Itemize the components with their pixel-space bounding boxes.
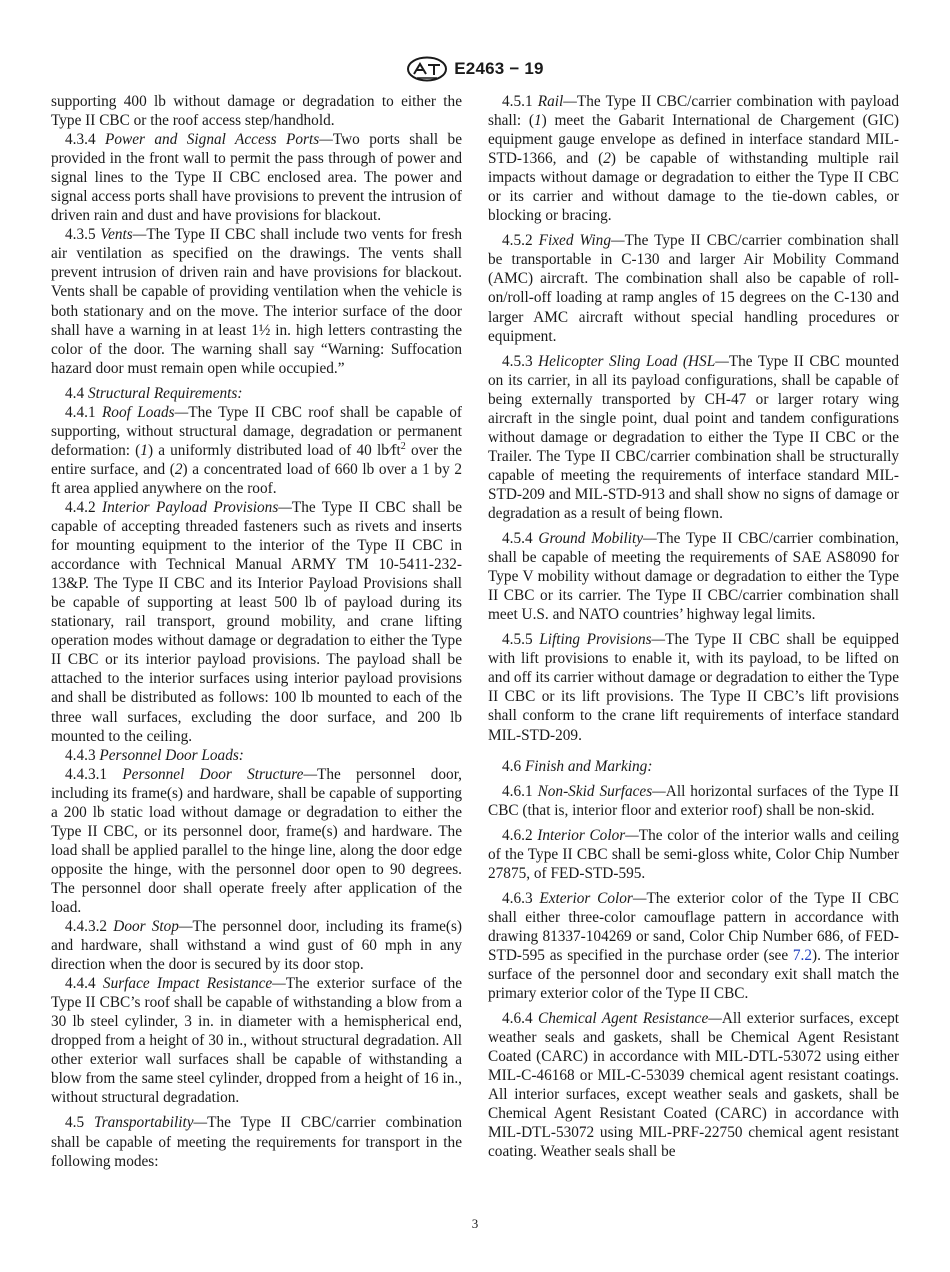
section-title: Fixed Wing— [538, 232, 625, 250]
section-4-6-3: 4.6.3 Exterior Color—The exterior color of the Type II CBC shall either three-color camouflage pattern in accordance with drawing 81337-104269 or sand, Color Chip Number 686, of FED-STD-595 as specified in the purchase order (see 7.2). The interior surface of the personnel door and secondary exit shall match the primary exterior color of the Type II CBC. [488, 889, 899, 1003]
section-number: 4.4 [65, 384, 85, 402]
section-number: 4.5.1 [502, 93, 533, 110]
page-header [0, 56, 950, 82]
right-column [488, 92, 899, 1161]
section-number: 4.4.3 [65, 746, 96, 764]
section-title: Exterior Color— [539, 889, 647, 907]
section-title: Personnel Door Structure— [122, 765, 318, 783]
section-title: Personnel Door Loads: [99, 746, 244, 764]
section-number: 4.6.2 [502, 826, 533, 844]
section-4-6-2: 4.6.2 Interior Color—The color of the interior walls and ceiling of the Type II CBC shall be semi-gloss white, Color Chip Number 27875, of FED-STD-595. [488, 826, 899, 882]
section-number: 4.5.5 [502, 631, 533, 649]
section-number: 4.3.4 [65, 131, 96, 149]
section-4-6-4: 4.6.4 Chemical Agent Resistance—All exterior surfaces, except weather seals and gaskets, shall be Chemical Agent Resistant Coated (CARC) in accordance with MIL-DTL-53072 using either MIL-C-46168 or MIL-C-53039 chemical agent resistant coatings. All interior surfaces, except weather seals and gaskets, shall be Chemical Agent Resistant Coated (CARC) in accordance with MIL-DTL-53072 using MIL-PRF-22750 chemical agent resistant coating. Weather seals shall be [488, 1010, 899, 1161]
section-number: 4.5 [65, 1114, 85, 1132]
section-4-4-1: 4.4.1 Roof Loads—The Type II CBC roof shall be capable of supporting, without structural damage, degradation or permanent deformation: (1) a uniformly distributed load of 40 $lb⁄ft^2$ over the entire surface, and (2) a concentrated load of 660 lb over a 1 by 2 ft area applied anywhere on the roof. [51, 403, 462, 497]
standard-designation: E2463 − 19 [454, 59, 544, 78]
section-4-3-5: 4.3.5 Vents—The Type II CBC shall include two vents for fresh air ventilation as specified on the drawings. The vents shall prevent intrusion of driven rain and have provisions for blackout. Vents shall be capable of providing ventilation when the vehicle is both stationary and on the move. The interior surface of the door shall have a warning in at least 1½ in. high letters contrasting the color of the door. The warning shall say “Warning: Suffocation hazard door must remain open while occupied.” [51, 226, 462, 377]
section-title: Ground Mobility— [538, 530, 657, 548]
section-4-4-2: 4.4.2 Interior Payload Provisions—The Type II CBC shall be capable of accepting threaded fasteners such as rivets and inserts for mounting equipment to the interior of the Type II CBC in accordance with Technical Manual ARMY TM 10-5411-232-13&P. The Type II CBC and its Interior Payload Provisions shall be capable of supporting at least 500 lb of payload during its stationary, rail transport, ground mobility, and crane lifting operation modes without damage or degradation to either the Type II CBC or its interior payload provisions. The payload shall be attached to the interior surfaces using interior payload provisions and shall be distributed as follows: 100 lb mounted to each of the three wall surfaces, excluding the door surface, and 200 lb mounted to the ceiling. [51, 498, 462, 745]
section-4-4-3 [51, 746, 462, 765]
section-title: Transportability— [94, 1114, 208, 1132]
section-4-3-4: 4.3.4 Power and Signal Access Ports—Two ports shall be provided in the front wall to permit the pass through of power and signal lines to the Type II CBC enclosed area. The power and signal access ports shall have provisions to prevent the intrusion of driven rain and dust and have provisions for blackout. [51, 131, 462, 225]
section-title: Roof Loads— [101, 403, 189, 421]
section-4-5: 4.5 Transportability—The Type II CBC/carrier combination shall be capable of meeting the requirements for transport in the following modes: [51, 1114, 462, 1170]
section-4-5-2: 4.5.2 Fixed Wing—The Type II CBC/carrier combination shall be transportable in C-130 and larger Air Mobility Command (AMC) aircraft. The combination shall also be capable of roll-on/roll-off loading at ramp angles of 15 degrees on the C-130 and larger AMC aircraft without special handling procedures or equipment. [488, 232, 900, 345]
reference-link-7-2[interactable]: 7.2 [792, 946, 812, 964]
section-number: 4.4.1 [65, 403, 96, 421]
section-number: 4.4.2 [65, 498, 96, 516]
section-number: 4.5.3 [502, 352, 533, 370]
section-4-6 [488, 757, 899, 776]
section-number: 4.4.3.2 [65, 918, 108, 936]
section-number: 4.5.2 [502, 232, 533, 250]
section-title: Non-Skid Surfaces— [537, 782, 666, 800]
section-title: Structural Requirements: [87, 384, 243, 402]
section-number: 4.3.5 [65, 226, 96, 244]
section-number: 4.6.1 [502, 782, 533, 800]
section-title: Door Stop— [113, 918, 193, 936]
section-4-5-5: 4.5.5 Lifting Provisions—The Type II CBC shall be equipped with lift provisions to enable it, with its payload, to be lifted on and off its carrier without damage or degradation to either the Type II CBC or its lift provisions. The Type II CBC’s lift provisions shall conform to the crane lift requirements of interface standard MIL-STD-209. [488, 631, 899, 744]
section-title: Interior Color— [537, 826, 639, 844]
section-number: 4.4.3.1 [65, 765, 108, 783]
section-4-4-3-1: 4.4.3.1 Personnel Door Structure—The personnel door, including its frame(s) and hardware, shall be capable of supporting a 200 lb static load without damage or degradation to either the Type II CBC, or its personnel door, frame(s) and hardware. The load shall be applied parallel to the hinge line, along the door edge opposite the hinge, with the personnel door open to 90 degrees. The personnel door shall operate freely after application of the load. [51, 765, 462, 916]
section-4-6-1: 4.6.1 Non-Skid Surfaces—All horizontal surfaces of the Type II CBC (that is, interior floor and exterior roof) shall be non-skid. [488, 782, 899, 819]
section-title: Interior Payload Provisions— [102, 498, 292, 516]
section-title: Rail— [537, 93, 577, 110]
section-4-5-1: 4.5.1 Rail—The Type II CBC/carrier combination with payload shall: (1) meet the Gabarit International de Chargement (GIC) equipment gauge envelope as defined in interface standard MIL-STD-1366, and (2) be capable of withstanding multiple rail impacts without damage or degradation to either the Type II CBC or its carrier and without damage to the tie-down cables, or blocking or bracing. [488, 93, 900, 225]
section-number: 4.5.4 [502, 530, 533, 548]
left-column [51, 92, 462, 1171]
astm-logo-icon [406, 56, 448, 82]
section-4-4-3-2: 4.4.3.2 Door Stop—The personnel door, including its frame(s) and hardware, shall withstand a wind gust of 60 mph in any direction when the door is secured by its door stop. [51, 918, 462, 974]
section-title: Chemical Agent Resistance— [538, 1010, 722, 1028]
section-title: Helicopter Sling Load (HSL— [538, 352, 729, 370]
paragraph-continued: supporting 400 lb without damage or degradation to either the Type II CBC or the roof access step/handhold. [51, 93, 462, 130]
section-4-4 [51, 384, 462, 403]
section-4-4-4: 4.4.4 Surface Impact Resistance—The exterior surface of the Type II CBC’s roof shall be capable of withstanding a blow from a 30 lb steel cylinder, 3 in. in diameter with a hemispherical end, dropped from a height of 30 in., without structural degradation. All other exterior wall surfaces shall be capable of withstanding a blow from the same steel cylinder, dropped from a height of 16 in., without structural degradation. [51, 975, 463, 1107]
section-title: Lifting Provisions— [539, 631, 666, 649]
section-number: 4.6 [502, 757, 522, 775]
page-number: 3 [471, 1216, 479, 1231]
section-title: Vents— [100, 226, 147, 244]
section-number: 4.4.4 [65, 975, 96, 993]
section-title: Surface Impact Resistance— [102, 975, 286, 993]
section-title: Finish and Marking: [524, 757, 653, 775]
section-4-5-4: 4.5.4 Ground Mobility—The Type II CBC/carrier combination, shall be capable of meeting the requirements of SAE AS8090 for Type V mobility without damage or degradation to either the Type II CBC or its carrier. The Type II CBC/carrier combination shall meet U.S. and NATO countries’ highway legal limits. [488, 530, 900, 624]
section-number: 4.6.3 [502, 889, 533, 907]
section-number: 4.6.4 [502, 1010, 533, 1028]
section-title: Power and Signal Access Ports— [105, 131, 333, 149]
section-4-5-3: 4.5.3 Helicopter Sling Load (HSL—The Type II CBC mounted on its carrier, in all its payload configurations, shall be capable of being externally transported by CH-47 or larger rotary wing aircraft in the single point, dual point and tandem configurations without damage or degradation to either the Type II CBC or the Trailer. The Type II CBC/carrier combination shall be structurally capable of meeting the requirements of interface standard MIL-STD-209 and MIL-STD-913 and shall show no signs of damage or degradation as a result of being flown. [488, 352, 900, 522]
